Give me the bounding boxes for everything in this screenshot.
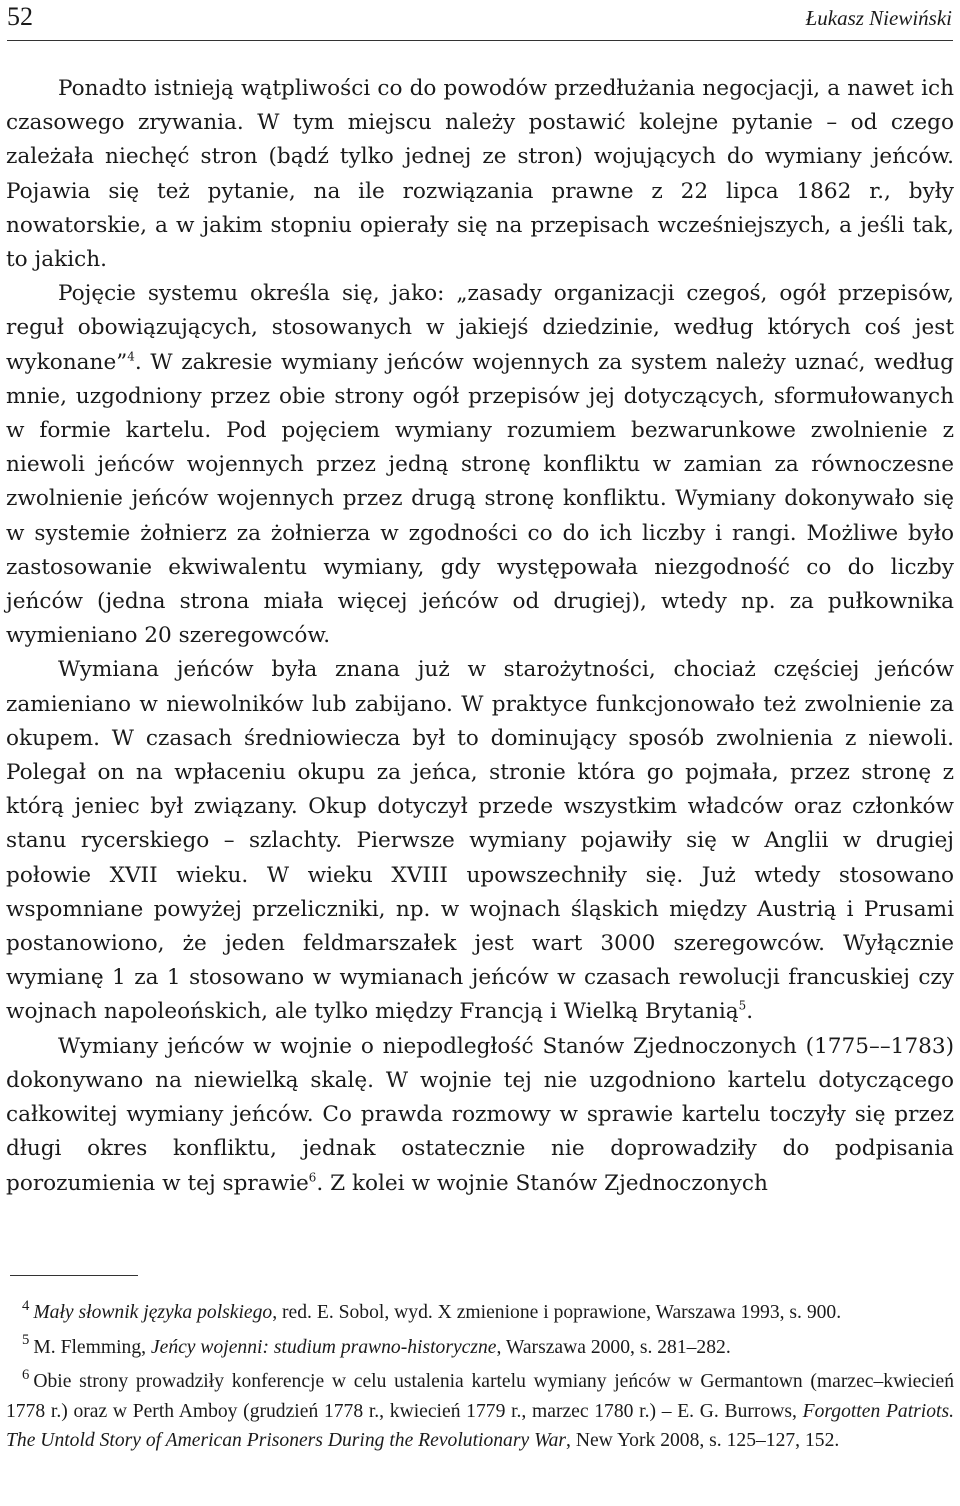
footnote-ref-4[interactable]: 4 bbox=[127, 349, 135, 364]
footnote-4 bbox=[6, 1298, 954, 1328]
footnote-ref-5[interactable]: 5 bbox=[738, 999, 747, 1014]
paragraph-3-text-a: Wymiana jeńców była znana już w starożytności, chociaż częściej jeńców zamieniano w niewolników lub zabijano. W praktyce funkcjonowało też zwolnienie za okupem. W czasach średniowiecza był to dominujący sposób zwolnienia z niewoli. Polegał on na wpłaceniu okupu za jeńca, stronie która go pojmała, przez stronę z którą jeniec był związany. Okup dotyczył przede wszystkim władców oraz członków stanu rycerskiego – szlachty. Pierwsze wymiany pojawiły się w Anglii w drugiej połowie XVII wieku. W wieku XVIII upowszechniły się. Już wtedy stosowano wspomniane powyżej przeliczniki, np. w wojnach śląskich między Austrią i Prusami postanowiono, że jeden feldmarszałek jest wart 3000 szeregowców. Wyłącznie wymianę 1 za 1 stosowano w wymianach jeńców w czasach rewolucji francuskiej czy wojnach napoleońskich, ale tylko między Francją i Wielką Brytanią bbox=[6, 657, 954, 1025]
running-author: Łukasz Niewiński bbox=[805, 6, 952, 30]
paragraph-3 bbox=[6, 653, 954, 1029]
paragraph-1-text: Ponadto istnieją wątpliwości co do powodów przedłużania negocjacji, a nawet ich czasowego zrywania. W tym miejscu należy postawić kolejne pytanie – od czego zależała niechęć stron (bądź tylko jednej ze stron) wojujących do wymiany jeńców. Pojawia się też pytanie, na ile rozwiązania prawne z 22 lipca 1862 r., były nowatorskie, a w jakim stopniu opierały się na przepisach wcześniejszych, a jeśli tak, to jakich. bbox=[6, 76, 954, 273]
header-rule bbox=[7, 40, 953, 41]
paragraph-2-text-a: Pojęcie systemu określa się, jako: „zasady organizacji czegoś, ogół przepisów, reguł obowiązujących, stosowanych w jakiejś dziedzinie, według których coś jest wykonane” bbox=[6, 281, 954, 375]
footnote-text: , red. E. Sobol, wyd. X zmienione i poprawione, Warszawa 1993, s. 900. bbox=[272, 1302, 842, 1323]
footnote-5 bbox=[6, 1333, 954, 1363]
footnote-text: Obie strony prowadziły konferencje w celu ustalenia kartelu wymiany jeńców w Germantown (marzec–kwiecień 1778 r.) oraz w Perth Amboy (grudzień 1778 r., kwiecień 1779 r., marzec 1780 r.) – E. G. Burrows, bbox=[6, 1371, 954, 1422]
footnote-text: , New York 2008, s. 125–127, 152. bbox=[566, 1430, 840, 1451]
paragraph-4-text-a: Wymiany jeńców w wojnie o niepodległość Stanów Zjednoczonych (1775––1783) dokonywano na niewielką skalę. W wojnie tej nie uzgodniono kartelu dotyczącego całkowitej wymiany jeńców. Co prawda rozmowy w sprawie kartelu toczyły się przez długi okres konfliktu, jednak ostatecznie nie doprowadziły do podpisania porozumienia w tej sprawie bbox=[6, 1033, 954, 1196]
footnote-title: Jeńcy wojenni: studium prawno-historyczne bbox=[150, 1336, 497, 1358]
footnote-6 bbox=[6, 1367, 954, 1456]
paragraph-1 bbox=[6, 72, 954, 277]
paragraph-4 bbox=[6, 1030, 954, 1201]
footnotes bbox=[6, 1298, 954, 1461]
footnote-number: 5 bbox=[22, 1332, 30, 1349]
paragraph-3-text-b: . bbox=[746, 999, 754, 1025]
running-header bbox=[0, 0, 960, 42]
footnote-ref-6[interactable]: 6 bbox=[308, 1170, 317, 1185]
footnote-title: Mały słownik języka polskiego bbox=[33, 1302, 273, 1323]
footnote-text: M. Flemming, bbox=[33, 1336, 151, 1358]
footnote-title: Forgotten Patriots. The Untold Story of American Prisoners During the Revolutionary War bbox=[6, 1400, 954, 1451]
paragraph-2-text-b: . W zakresie wymiany jeńców wojennych za system należy uznać, według mnie, uzgodniony przez obie strony ogół przepisów jej dotyczących, sformułowanych w formie kartelu. Pod pojęciem wymiany rozumiem bezwarunkowe zwolnienie z niewoli jeńców wojennych przez jedną stronę konfliktu w zamian za równoczesne zwolnienie jeńców wojennych przez drugą stronę konfliktu. Wymiany dokonywało się w systemie żołnierz za żołnierza w zgodności co do ich liczby i rangi. Możliwe było zastosowanie ekwiwalentu wymiany, gdy występowała niezgodność co do liczby jeńców (jedna strona miała więcej jeńców od drugiej), wtedy np. za pułkownika wymieniano 20 szeregowców. bbox=[6, 349, 954, 649]
page-number: 52 bbox=[7, 2, 33, 31]
footnote-number: 4 bbox=[22, 1297, 30, 1314]
footnote-rule bbox=[10, 1275, 138, 1276]
footnote-number: 6 bbox=[22, 1366, 30, 1383]
body-text bbox=[6, 72, 954, 1201]
footnote-text: , Warszawa 2000, s. 281–282. bbox=[496, 1336, 731, 1358]
paragraph-2 bbox=[6, 277, 954, 653]
paragraph-4-text-b: . Z kolei w wojnie Stanów Zjednoczonych bbox=[316, 1170, 768, 1196]
